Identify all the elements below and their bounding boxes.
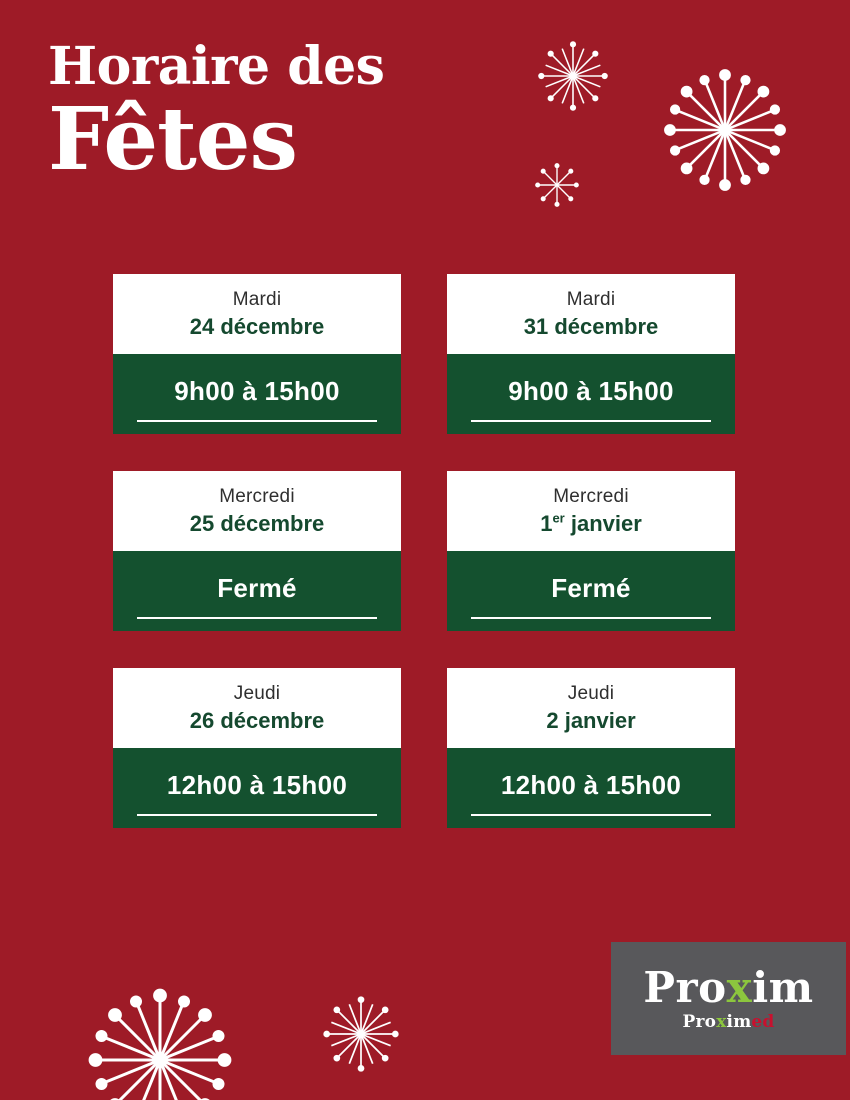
card-day: Jeudi [233, 683, 281, 704]
snowflake-icon [85, 985, 235, 1100]
card-date-number: 1 [540, 511, 553, 536]
card-date-suffix: er [552, 510, 565, 526]
snowflake-icon [534, 162, 580, 208]
card-hours-panel [113, 551, 401, 631]
card-date: 25 décembre [189, 511, 325, 536]
card-hours: 9h00 à 15h00 [471, 376, 711, 422]
page-title [48, 36, 385, 190]
logo-sub-part2: im [726, 1011, 752, 1032]
schedule-card [113, 668, 401, 828]
card-header [113, 471, 401, 551]
card-header [447, 668, 735, 748]
card-header [113, 274, 401, 354]
card-date: 26 décembre [189, 708, 325, 733]
title-line-1: Horaire des [48, 36, 385, 97]
logo-sub-part3: ed [751, 1011, 775, 1032]
card-date: 31 décembre [523, 314, 659, 339]
card-hours-panel [447, 551, 735, 631]
schedule-grid [113, 274, 735, 865]
schedule-row [113, 274, 735, 434]
card-hours: 12h00 à 15h00 [471, 770, 711, 816]
snowflake-icon [322, 995, 400, 1073]
card-hours-panel [113, 748, 401, 828]
logo-subbrand [683, 1012, 775, 1032]
schedule-card [447, 668, 735, 828]
card-date [457, 510, 725, 538]
card-hours: 9h00 à 15h00 [137, 376, 377, 422]
schedule-row [113, 471, 735, 631]
card-hours: Fermé [471, 573, 711, 619]
card-hours-panel [447, 354, 735, 434]
logo [611, 942, 846, 1055]
card-date: 24 décembre [189, 314, 325, 339]
schedule-card [113, 274, 401, 434]
logo-part1: Pro [643, 962, 727, 1012]
card-header [447, 274, 735, 354]
card-hours-panel [447, 748, 735, 828]
card-day: Mardi [232, 289, 282, 310]
schedule-card [447, 471, 735, 631]
snowflake-icon [537, 40, 609, 112]
logo-sub-part1: Pro [682, 1011, 717, 1032]
card-day: Jeudi [567, 683, 615, 704]
logo-wordmark [643, 962, 814, 1012]
title-line-2: Fêtes [48, 89, 297, 190]
card-hours-panel [113, 354, 401, 434]
card-header [447, 471, 735, 551]
card-header [113, 668, 401, 748]
card-hours: Fermé [137, 573, 377, 619]
card-day: Mercredi [553, 486, 629, 507]
logo-sub-x-icon: x [716, 1011, 727, 1032]
logo-x-icon: x [726, 962, 753, 1012]
card-day: Mercredi [219, 486, 295, 507]
schedule-card [447, 274, 735, 434]
card-date: 2 janvier [546, 708, 636, 733]
schedule-row [113, 668, 735, 828]
card-day: Mardi [566, 289, 616, 310]
logo-part2: im [752, 962, 814, 1012]
schedule-card [113, 471, 401, 631]
snowflake-icon [661, 66, 789, 194]
card-hours: 12h00 à 15h00 [137, 770, 377, 816]
card-date-rest: janvier [564, 511, 642, 536]
